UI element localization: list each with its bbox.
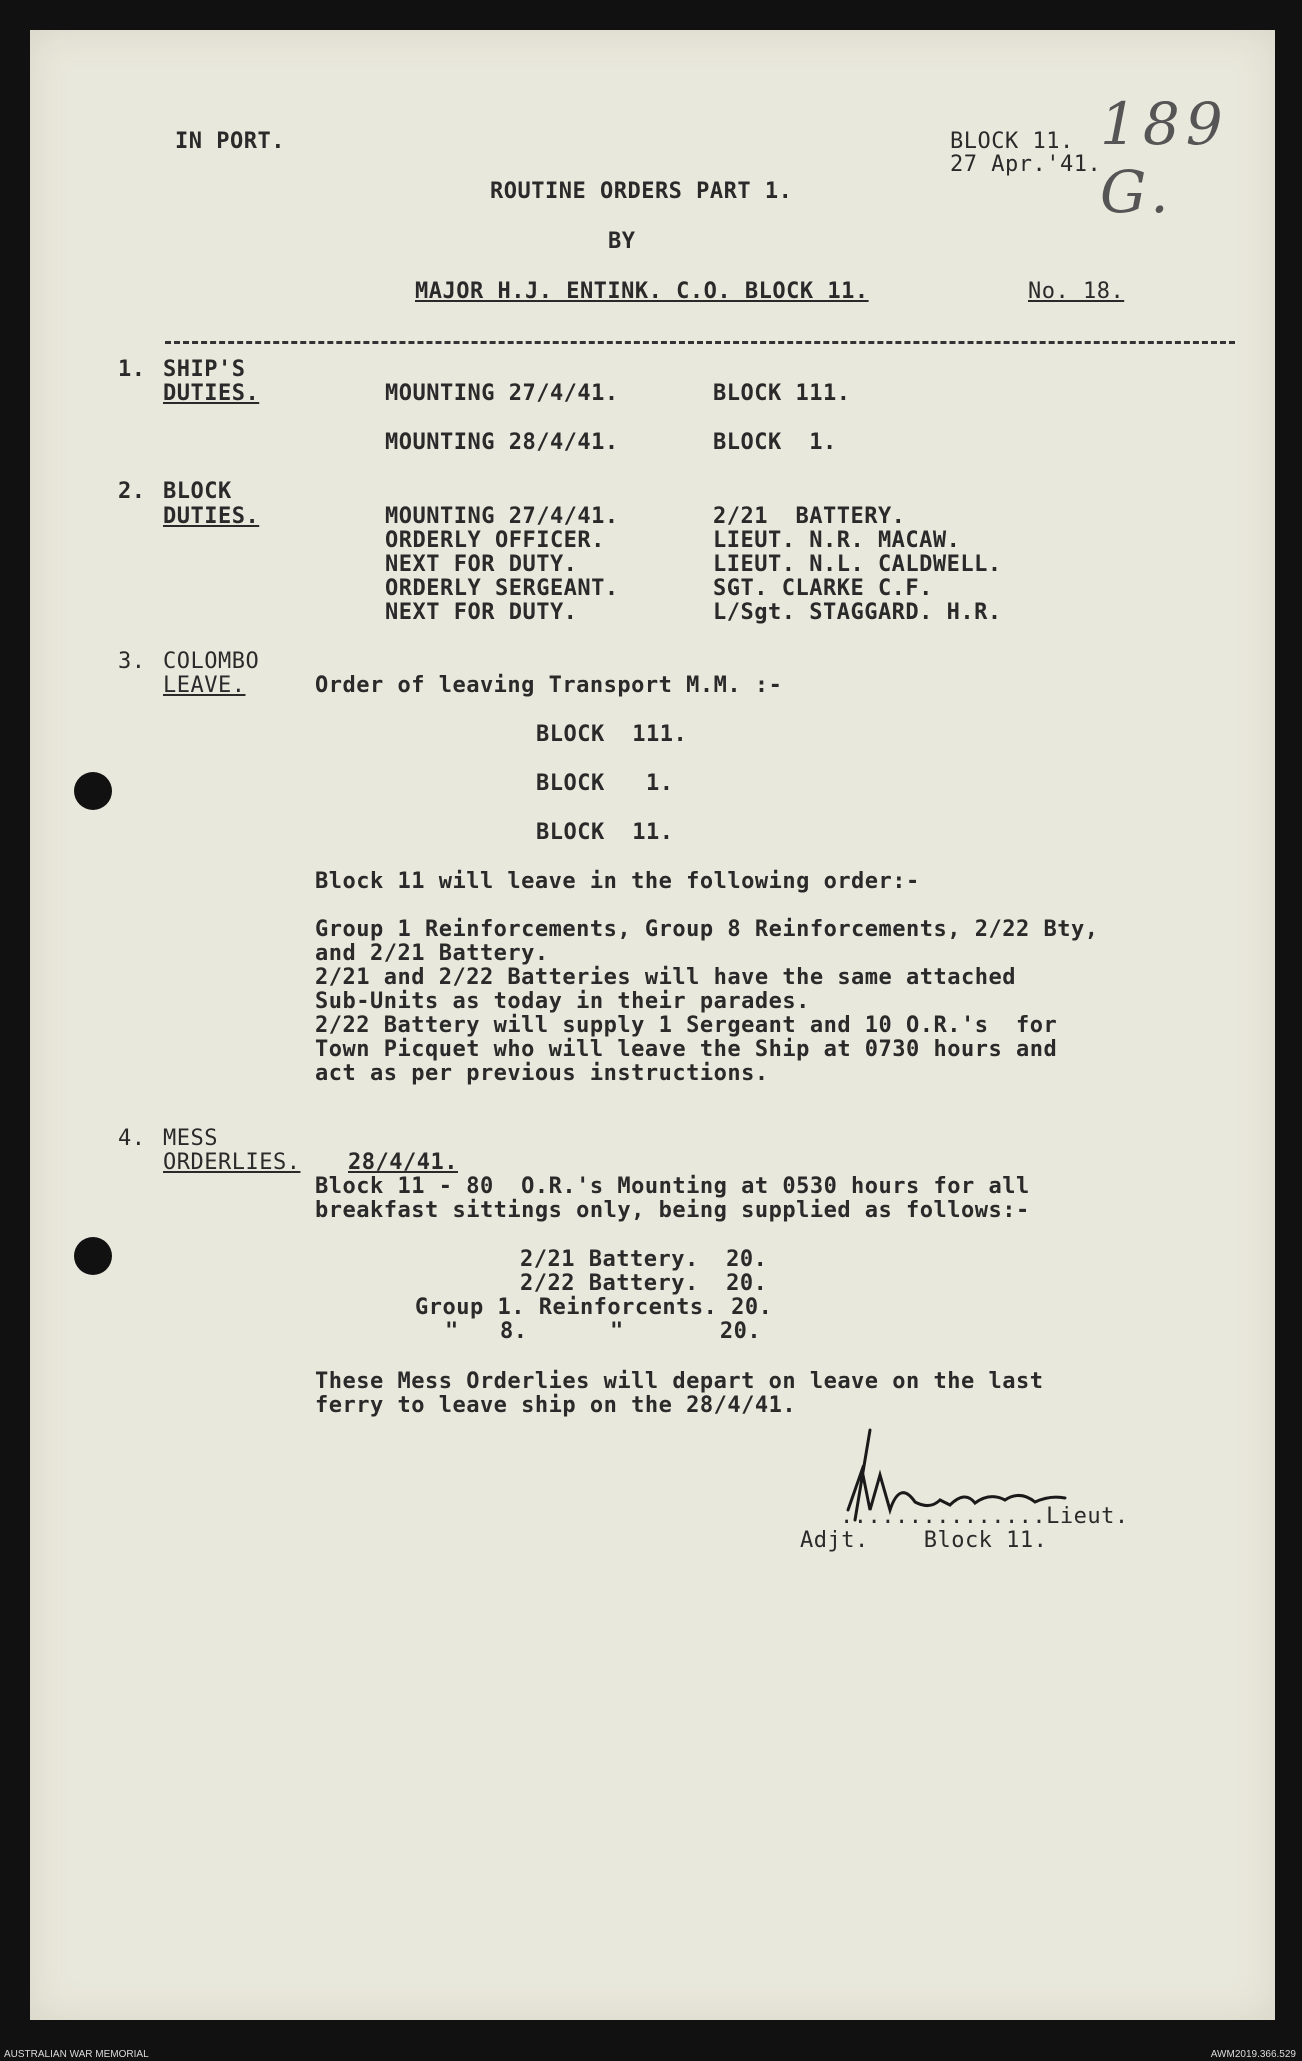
mess-table-row-4: " 8. " 20. [445,1319,762,1344]
document-date: 27 Apr.'41. [950,152,1102,177]
orderly-sergeant-label: ORDERLY SERGEANT. [385,576,619,601]
footer-right-text: AWM2019.366.529 [1210,2049,1296,2060]
by-label: BY [608,229,636,254]
commander-line: MAJOR H.J. ENTINK. C.O. BLOCK 11. [415,279,869,304]
section-1-heading: SHIP'S [163,357,246,382]
in-port-label: IN PORT. [175,129,285,154]
mess-table-row-3: Group 1. Reinforcents. 20. [415,1295,773,1320]
leave-order-intro: Order of leaving Transport M.M. :- [315,673,783,698]
section-1-number: 1. [118,357,146,382]
mess-line-2: breakfast sittings only, being supplied as follows:- [315,1198,1030,1223]
mess-table-row-2: 2/22 Battery. 20. [520,1271,768,1296]
orderly-officer-name: LIEUT. N.R. MACAW. [713,528,961,553]
section-2-number: 2. [118,479,146,504]
punch-hole-lower [74,1237,112,1275]
section-4-subheading: ORDERLIES. [163,1150,301,1175]
leave-para-line-5: 2/22 Battery will supply 1 Sergeant and 10 O.R.'s for [315,1013,1058,1038]
ships-duties-block-1: BLOCK 111. [713,381,851,406]
block-duties-mounting: MOUNTING 27/4/41. [385,504,619,529]
section-4-number: 4. [118,1126,146,1151]
footer-left-text: AUSTRALIAN WAR MEMORIAL [4,2049,149,2060]
mess-orderlies-date: 28/4/41. [348,1150,458,1175]
leave-para-line-3: 2/21 and 2/22 Batteries will have the same attached [315,965,1017,990]
next-for-duty-sergeant-name: L/Sgt. STAGGARD. H.R. [713,600,1002,625]
leave-order-3: BLOCK 11. [536,820,674,845]
leave-para-line-2: and 2/21 Battery. [315,941,549,966]
document-title: ROUTINE ORDERS PART 1. [490,179,793,204]
next-for-duty-officer-name: LIEUT. N.L. CALDWELL. [713,552,1002,577]
leave-para-line-6: Town Picquet who will leave the Ship at 0730 hours and [315,1037,1058,1062]
signature-dots-lieut: ...............Lieut. [840,1504,1129,1529]
order-number: No. 18. [1028,279,1125,304]
section-3-heading: COLOMBO [163,649,260,674]
section-2-heading: BLOCK [163,479,232,504]
adjutant-line: Adjt. Block 11. [800,1528,1048,1553]
handwritten-reference: 189 G. [1100,90,1229,226]
leave-para-line-1: Group 1 Reinforcements, Group 8 Reinforcements, 2/22 Bty, [315,917,1099,942]
mess-closing-line-1: These Mess Orderlies will depart on leave on the last [315,1369,1044,1394]
section-4-heading: MESS [163,1126,218,1151]
leave-para-line-4: Sub-Units as today in their parades. [315,989,810,1014]
punch-hole-upper [74,772,112,810]
ships-duties-block-2: BLOCK 1. [713,430,837,455]
header-rule [165,341,1235,344]
ships-duties-mounting-2: MOUNTING 28/4/41. [385,430,619,455]
document-page [30,30,1275,2020]
section-3-subheading: LEAVE. [163,673,246,698]
leave-para-line-7: act as per previous instructions. [315,1061,769,1086]
section-1-subheading: DUTIES. [163,381,260,406]
orderly-sergeant-name: SGT. CLARKE C.F. [713,576,933,601]
ships-duties-mounting-1: MOUNTING 27/4/41. [385,381,619,406]
mess-table-row-1: 2/21 Battery. 20. [520,1247,768,1272]
block-reference: BLOCK 11. [950,129,1074,154]
leave-order-1: BLOCK 111. [536,722,688,747]
section-3-number: 3. [118,649,146,674]
next-for-duty-officer-label: NEXT FOR DUTY. [385,552,578,577]
next-for-duty-sergeant-label: NEXT FOR DUTY. [385,600,578,625]
section-2-subheading: DUTIES. [163,504,260,529]
leave-order-2: BLOCK 1. [536,771,674,796]
block-duties-battery: 2/21 BATTERY. [713,504,906,529]
mess-closing-line-2: ferry to leave ship on the 28/4/41. [315,1393,797,1418]
mess-line-1: Block 11 - 80 O.R.'s Mounting at 0530 hours for all [315,1174,1030,1199]
block-11-leave-line: Block 11 will leave in the following order:- [315,869,920,894]
orderly-officer-label: ORDERLY OFFICER. [385,528,605,553]
